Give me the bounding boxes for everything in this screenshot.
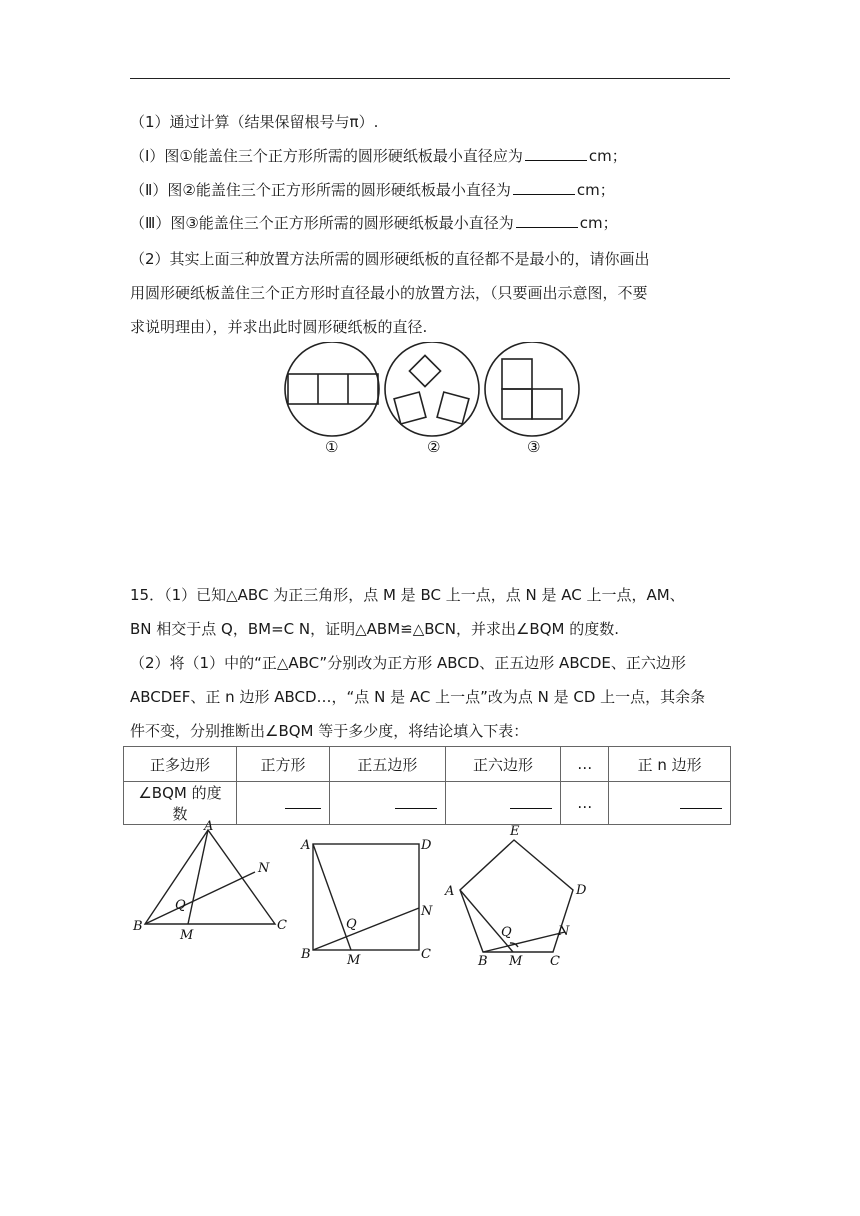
figure-2-label: ②: [427, 438, 441, 456]
answer-blank-3[interactable]: [516, 213, 578, 228]
problem-15-line-1: 15．（1）已知△ABC 为正三角形，点 M 是 BC 上一点，点 N 是 AC 上一点，AM、: [130, 586, 685, 604]
square-label-n: N: [421, 904, 433, 919]
ellipsis-cell: …: [561, 782, 609, 825]
header-cell: 正方形: [237, 747, 330, 782]
figure-1-label: ①: [325, 438, 339, 456]
header-cell: …: [561, 747, 609, 782]
part2-line-1: （2）其实上面三种放置方法所需的圆形硬纸板的直径都不是最小的，请你画出: [130, 250, 650, 268]
answer-cell-pentagon[interactable]: [330, 782, 446, 825]
table-answer-row: [124, 782, 731, 825]
part1-intro: （1）通过计算（结果保留根号与π）.: [130, 113, 379, 131]
triangle-label-n: N: [258, 861, 270, 876]
triangle-label-a: A: [204, 820, 214, 834]
circles-figure: [280, 342, 590, 457]
figure-1-circle: [285, 342, 379, 436]
triangle-label-q: Q: [175, 898, 186, 913]
figure-3-label: ③: [527, 438, 541, 456]
question-3-text: （Ⅲ）图③能盖住三个正方形所需的圆形硬纸板最小直径为: [130, 214, 514, 232]
unit-1: cm；: [588, 147, 627, 165]
square-label-c: C: [421, 947, 431, 962]
pentagon-figure: [440, 822, 600, 967]
answer-blank-2[interactable]: [513, 180, 575, 195]
row-label: ∠BQM 的度数: [124, 782, 237, 825]
square-label-d: D: [421, 838, 432, 853]
answer-cell-n-gon[interactable]: [609, 782, 731, 825]
unit-3: cm；: [579, 214, 618, 232]
pentagon-label-b: B: [478, 954, 488, 967]
question-1: [130, 146, 735, 166]
pentagon-label-a: A: [445, 884, 455, 899]
results-table: [123, 746, 731, 825]
figure-3-bottom-left-square: [502, 389, 532, 419]
table-header-row: [124, 747, 731, 782]
pentagon-label-m: M: [509, 954, 523, 967]
answer-cell-square[interactable]: [237, 782, 330, 825]
pentagon-label-d: D: [576, 883, 587, 898]
square-label-q: Q: [346, 917, 357, 932]
top-rule: [130, 78, 730, 79]
square-figure: [295, 830, 445, 965]
answer-blank-1[interactable]: [525, 146, 587, 161]
unit-2: cm；: [576, 181, 615, 199]
question-2-text: （Ⅱ）图②能盖住三个正方形所需的圆形硬纸板最小直径为: [130, 181, 511, 199]
header-cell: 正六边形: [445, 747, 561, 782]
header-cell: 正 n 边形: [609, 747, 731, 782]
figure-3-top-square: [502, 359, 532, 389]
pentagon-label-q: Q: [501, 925, 512, 940]
problem-15-line-5: 件不变，分别推断出∠BQM 等于多少度，将结论填入下表：: [130, 722, 529, 740]
figure-2-left-square: [394, 392, 426, 424]
part2-line-3: 求说明理由），并求出此时圆形硬纸板的直径.: [130, 318, 428, 336]
answer-cell-hexagon[interactable]: [445, 782, 561, 825]
pentagon-label-e: E: [510, 824, 520, 839]
figure-1-squares: [288, 374, 378, 404]
question-2: [130, 180, 735, 200]
pentagon-label-n: N: [558, 924, 570, 939]
question-1-text: （Ⅰ）图①能盖住三个正方形所需的圆形硬纸板最小直径应为: [130, 147, 523, 165]
part2-line-2: 用圆形硬纸板盖住三个正方形时直径最小的放置方法，（只要画出示意图，不要: [130, 284, 648, 302]
triangle-label-b: B: [133, 919, 143, 934]
figure-2-top-square: [409, 355, 440, 386]
triangle-label-c: C: [277, 918, 287, 933]
triangle-figure: [130, 820, 295, 945]
problem-15-line-2: BN 相交于点 Q，BM=C N，证明△ABM≌△BCN，并求出∠BQM 的度数.: [130, 620, 619, 638]
problem-15-line-4: ABCDEF、正 n 边形 ABCD…，“点 N 是 AC 上一点”改为点 N 是 CD 上一点，其余条: [130, 688, 706, 706]
problem-15-line-3: （2）将（1）中的“正△ABC”分别改为正方形 ABCD、正五边形 ABCDE、正六边形: [130, 654, 686, 672]
square-label-m: M: [347, 953, 361, 965]
triangle-label-m: M: [180, 928, 194, 943]
square-label-b: B: [301, 947, 311, 962]
figure-3-bottom-right-square: [532, 389, 562, 419]
question-3: [130, 213, 735, 233]
header-cell: 正五边形: [330, 747, 446, 782]
figure-2-right-square: [437, 392, 469, 424]
header-cell: 正多边形: [124, 747, 237, 782]
pentagon-label-c: C: [550, 954, 560, 967]
square-label-a: A: [301, 838, 311, 853]
figure-2-circle: [385, 342, 479, 436]
